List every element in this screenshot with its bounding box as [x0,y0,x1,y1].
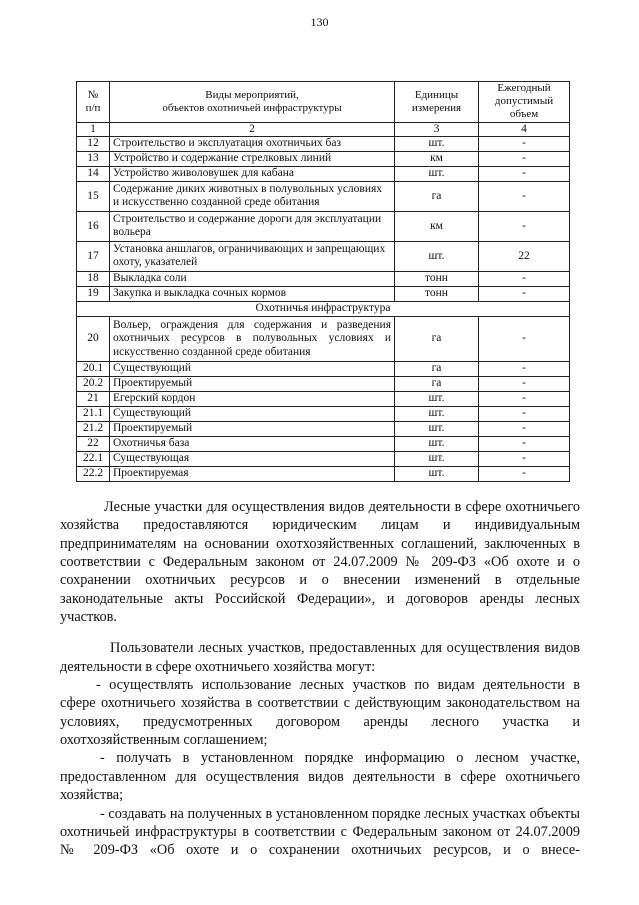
row-name: Вольер, ограждения для содержания и разведения охотничьих ресурсов в полувольных условиях и искусственно созданной среде обитания [110,316,395,361]
row-name: Строительство и эксплуатация охотничьих баз [110,136,395,151]
table-row [77,361,570,376]
row-num: 18 [77,271,110,286]
row-name: Устройство живоловушек для кабана [110,166,395,181]
table-row [77,151,570,166]
paragraph: Пользователи лесных участков, предоставленных для осуществления видов деятельности в сфере охотничьего хозяйства могут: [60,640,580,675]
table-row [77,436,570,451]
row-name: Строительство и содержание дороги для эксплуатации вольера [110,211,395,241]
row-num: 19 [77,286,110,301]
row-volume: - [479,391,570,406]
row-unit: га [395,376,479,391]
row-volume: - [479,406,570,421]
row-name: Устройство и содержание стрелковых линий [110,151,395,166]
table-row [77,466,570,481]
row-unit: шт. [395,466,479,481]
row-volume: - [479,166,570,181]
header-num [77,82,110,123]
header-volume-line1: Ежегодный [497,82,551,94]
row-unit: тонн [395,271,479,286]
table-row [77,271,570,286]
table-row [77,376,570,391]
row-unit: км [395,151,479,166]
row-name: Существующий [110,406,395,421]
header-volume-line2: допустимый объем [494,95,554,121]
row-volume: - [479,211,570,241]
row-name: Содержание диких животных в полувольных условиях и искусственно созданной среде обитания [110,181,395,211]
table-row [77,286,570,301]
section-title: Охотничья инфраструктура [77,301,570,316]
table-row [77,391,570,406]
row-volume: 22 [479,241,570,271]
index-cell: 3 [395,122,479,136]
row-unit: шт. [395,436,479,451]
row-name: Существующая [110,451,395,466]
row-num: 21 [77,391,110,406]
row-volume: - [479,466,570,481]
paragraph: Лесные участки для осуществления видов деятельности в сфере охотничьего хозяйства предоставляются юридическим лицам и индивидуальным предпринимателям на основании охотхозяйственных соглашений, заключенных в соответствии с Федеральным законом от 24.07.2009 № 209-ФЗ «Об охоте и о сохранении охотничьих ресурсов и о внесении изменений в отдельные законодательные акты Российской Федерации», и договоров аренды лесных участков. [60,499,580,626]
row-unit: шт. [395,421,479,436]
row-num: 12 [77,136,110,151]
row-num: 22.1 [77,451,110,466]
row-name: Установка аншлагов, ограничивающих и запрещающих охоту, указателей [110,241,395,271]
row-unit: шт. [395,136,479,151]
header-unit [395,82,479,123]
table-row [77,421,570,436]
row-name: Егерский кордон [110,391,395,406]
header-num-line1: № [87,88,99,101]
table-row [77,166,570,181]
index-cell: 4 [479,122,570,136]
row-volume: - [479,451,570,466]
row-unit: шт. [395,391,479,406]
row-volume: - [479,421,570,436]
row-num: 20.2 [77,376,110,391]
row-num: 22.2 [77,466,110,481]
table-row [77,406,570,421]
row-num: 17 [77,241,110,271]
row-volume: - [479,271,570,286]
row-unit: га [395,361,479,376]
row-num: 22 [77,436,110,451]
row-num: 21.1 [77,406,110,421]
paragraph: - создавать на полученных в установленном порядке лесных участках объекты охотничьей инфраструктуры в соответствии с Федеральным законом от 24.07.2009 № 209-ФЗ «Об охоте и о сохранении охотничьих ресурсов, и о внесе- [60,805,580,859]
table-row [77,211,570,241]
table-row [77,136,570,151]
row-name: Проектируемый [110,421,395,436]
row-unit: км [395,211,479,241]
activities-table [76,81,570,482]
header-name-line2: объектов охотничьей инфраструктуры [162,101,342,114]
row-volume: - [479,136,570,151]
row-unit: тонн [395,286,479,301]
row-unit: шт. [395,241,479,271]
table-row [77,316,570,361]
table-index-row [77,122,570,136]
row-name: Проектируемая [110,466,395,481]
row-unit: га [395,316,479,361]
paragraph: - получать в установленном порядке информацию о лесном участке, предоставленном для осуществления видов деятельности в сфере охотничьего хозяйства; [60,750,580,804]
row-volume: - [479,376,570,391]
row-volume: - [479,361,570,376]
row-num: 20.1 [77,361,110,376]
row-unit: шт. [395,406,479,421]
header-volume [479,82,570,123]
row-num: 16 [77,211,110,241]
row-name: Закупка и выкладка сочных кормов [110,286,395,301]
paragraph: - осуществлять использование лесных участков по видам деятельности в сфере охотничьего хозяйства в соответствии с действующим законодательством на условиях, предусмотренных договором аренды лесного участка и охотхозяйственным соглашением; [60,677,580,749]
table-row [77,181,570,211]
row-num: 15 [77,181,110,211]
row-name: Выкладка соли [110,271,395,286]
page-number: 130 [310,15,329,29]
header-unit-line2: измерения [411,101,462,114]
row-name: Охотничья база [110,436,395,451]
row-volume: - [479,436,570,451]
row-name: Существующий [110,361,395,376]
table-header-row [77,82,570,123]
row-num: 13 [77,151,110,166]
header-unit-line1: Единицы [414,88,459,101]
row-unit: шт. [395,451,479,466]
index-cell: 1 [77,122,110,136]
header-num-line2: п/п [85,101,101,114]
row-volume: - [479,286,570,301]
row-name: Проектируемый [110,376,395,391]
table-row [77,451,570,466]
row-num: 21.2 [77,421,110,436]
body-text [60,498,580,860]
table-section-row [77,301,570,316]
row-num: 14 [77,166,110,181]
row-volume: - [479,151,570,166]
row-volume: - [479,181,570,211]
row-unit: шт. [395,166,479,181]
row-num: 20 [77,316,110,361]
header-name [110,82,395,123]
row-volume: - [479,316,570,361]
table-row [77,241,570,271]
index-cell: 2 [110,122,395,136]
header-name-line1: Виды мероприятий, [205,88,299,101]
row-unit: га [395,181,479,211]
